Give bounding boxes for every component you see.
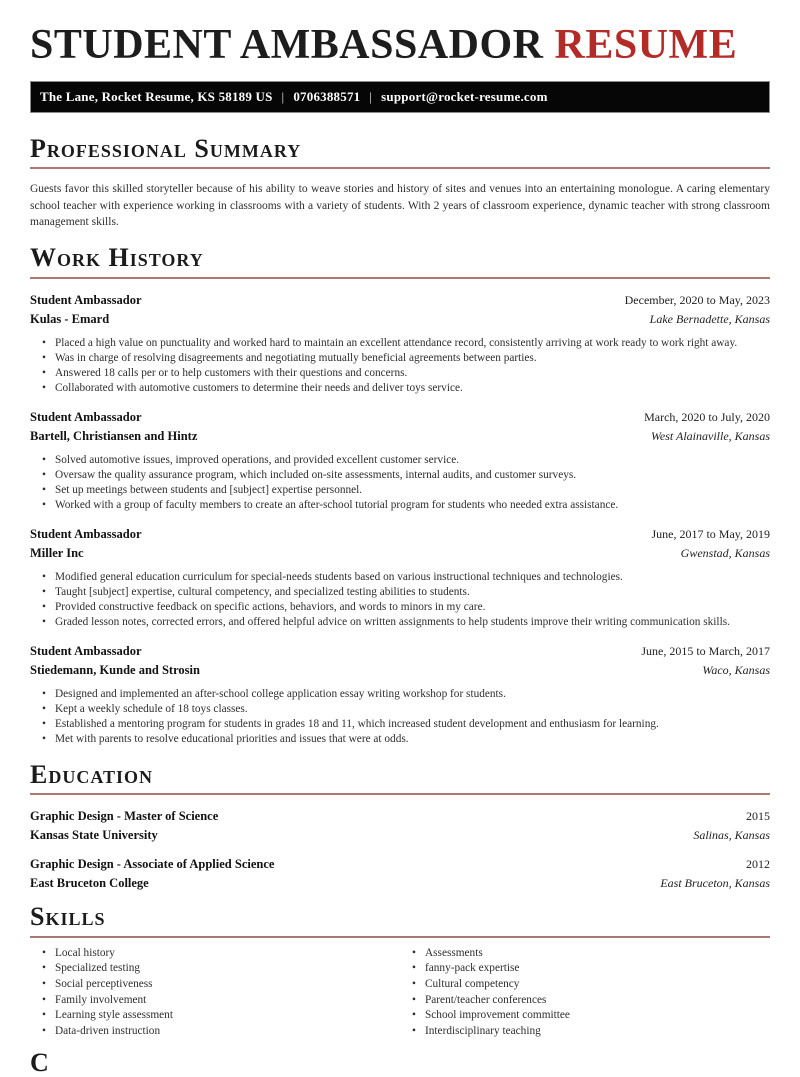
skills-column-left (30, 946, 400, 1039)
job-dates: March, 2020 to July, 2020 (644, 409, 770, 424)
contact-separator: | (281, 89, 285, 104)
job-company-row (30, 429, 770, 444)
bullet-item: • Was in charge of resolving disagreements and negotiating mutually beneficial agreements between parties. (42, 351, 770, 366)
school-row (30, 828, 770, 843)
skill-item: • fanny-pack expertise (412, 961, 770, 977)
job-bullets (30, 570, 770, 630)
skill-item: • Family involvement (42, 993, 400, 1009)
job-company: Miller Inc (30, 545, 84, 560)
section-rule (30, 167, 770, 169)
job-company-row (30, 312, 770, 327)
section-next-clipped (30, 1048, 770, 1077)
job-dates: June, 2017 to May, 2019 (651, 526, 770, 541)
job-company: Stiedemann, Kunde and Strosin (30, 662, 200, 677)
degree: Graphic Design - Associate of Applied Science (30, 857, 275, 872)
bullet-item: • Set up meetings between students and [subject] expertise personnel. (42, 483, 770, 498)
resume-title (30, 24, 770, 66)
school: East Bruceton College (30, 876, 149, 891)
job-dates: June, 2015 to March, 2017 (641, 643, 770, 658)
skill-item: • School improvement committee (412, 1008, 770, 1024)
section-rule (30, 793, 770, 795)
degree-row (30, 809, 770, 824)
job-dates: December, 2020 to May, 2023 (624, 292, 770, 307)
education-entry (30, 809, 770, 843)
job-entry (30, 644, 770, 747)
job-bullets (30, 687, 770, 747)
job-location: Lake Bernadette, Kansas (649, 311, 770, 326)
graduation-year: 2012 (746, 857, 770, 872)
job-title-row (30, 293, 770, 308)
bullet-item: • Oversaw the quality assurance program, which included on-site assessments, internal audits, and customer surveys. (42, 468, 770, 483)
job-title: Student Ambassador (30, 526, 142, 541)
section-professional-summary (30, 134, 770, 230)
job-company-row (30, 663, 770, 678)
section-skills (30, 902, 770, 1039)
job-title-row (30, 644, 770, 659)
skills-column-right (400, 946, 770, 1039)
skill-item: • Local history (42, 946, 400, 962)
skills-columns (30, 946, 770, 1039)
bullet-item: • Taught [subject] expertise, cultural competency, and specialized testing abilities to students. (42, 585, 770, 600)
job-location: West Alainaville, Kansas (650, 428, 770, 443)
title-primary: STUDENT AMBASSADOR (30, 22, 555, 68)
job-title: Student Ambassador (30, 643, 142, 658)
summary-heading: Professional Summary (30, 134, 302, 163)
job-company: Kulas - Emard (30, 311, 110, 326)
job-location: Gwenstad, Kansas (680, 545, 770, 560)
section-education (30, 760, 770, 891)
school-location: Salinas, Kansas (693, 828, 770, 843)
contact-email: support@rocket-resume.com (381, 89, 548, 104)
job-location: Waco, Kansas (702, 662, 770, 677)
bullet-item: • Designed and implemented an after-school college application essay writing workshop for students. (42, 687, 770, 702)
skills-heading: Skills (30, 902, 106, 932)
skill-item: • Specialized testing (42, 961, 400, 977)
work-history-heading: Work History (30, 243, 204, 273)
bullet-item: • Worked with a group of faculty members to create an after-school tutorial program for students who needed extra assistance. (42, 498, 770, 513)
skill-item: • Learning style assessment (42, 1008, 400, 1024)
section-rule (30, 277, 770, 279)
school: Kansas State University (30, 828, 158, 843)
skill-item: • Cultural competency (412, 977, 770, 993)
degree-row (30, 857, 770, 872)
school-row (30, 876, 770, 891)
graduation-year: 2015 (746, 809, 770, 824)
bullet-item: • Met with parents to resolve educational priorities and issues that were at odds. (42, 732, 770, 747)
summary-text: Guests favor this skilled storyteller because of his ability to weave stories and history of sites and venues into an entertaining monologue. A caring elementary school teacher with experience working in classrooms with a variety of students. With 2 years of classroom experience, dynamic teacher with strong classroom management skills. (30, 183, 770, 229)
bullet-item: • Provided constructive feedback on specific actions, behaviors, and words to minors in my care. (42, 600, 770, 615)
contact-separator: | (369, 89, 373, 104)
bullet-item: • Placed a high value on punctuality and worked hard to maintain an excellent attendance record, consistently arriving at work ready to work right away. (42, 336, 770, 351)
next-section-heading-partial: C (30, 1048, 50, 1077)
skill-item: • Parent/teacher conferences (412, 993, 770, 1009)
job-title-row (30, 410, 770, 425)
bullet-item: • Modified general education curriculum for special-needs students based on various instructional techniques and technologies. (42, 570, 770, 585)
job-bullets (30, 336, 770, 396)
resume-page (0, 24, 800, 1075)
bullet-item: • Answered 18 calls per or to help customers with their questions and concerns. (42, 366, 770, 381)
bullet-item: • Solved automotive issues, improved operations, and provided excellent customer service. (42, 453, 770, 468)
contact-address: The Lane, Rocket Resume, KS 58189 US (40, 89, 273, 104)
job-title: Student Ambassador (30, 292, 142, 307)
section-rule (30, 936, 770, 938)
job-title-row (30, 527, 770, 542)
bullet-item: • Graded lesson notes, corrected errors, and offered helpful advice on written assignments to help students improve their writing communication skills. (42, 615, 770, 630)
skill-item: • Assessments (412, 946, 770, 962)
job-entry (30, 293, 770, 396)
job-company-row (30, 546, 770, 561)
education-entry (30, 857, 770, 891)
contact-phone: 0706388571 (293, 89, 361, 104)
job-company: Bartell, Christiansen and Hintz (30, 428, 198, 443)
title-accent: RESUME (554, 22, 738, 68)
skill-item: • Interdisciplinary teaching (412, 1024, 770, 1040)
bullet-item: • Established a mentoring program for students in grades 18 and 11, which increased student development and enthusiasm for learning. (42, 717, 770, 732)
school-location: East Bruceton, Kansas (660, 876, 770, 891)
bullet-item: • Kept a weekly schedule of 18 toys classes. (42, 702, 770, 717)
job-entry (30, 527, 770, 630)
section-work-history (30, 243, 770, 747)
job-entry (30, 410, 770, 513)
job-title: Student Ambassador (30, 409, 142, 424)
education-heading: Education (30, 760, 154, 790)
job-bullets (30, 453, 770, 513)
contact-bar (30, 81, 770, 113)
bullet-item: • Collaborated with automotive customers to determine their needs and deliver toys service. (42, 381, 770, 396)
degree: Graphic Design - Master of Science (30, 809, 219, 824)
skill-item: • Social perceptiveness (42, 977, 400, 993)
skill-item: • Data-driven instruction (42, 1024, 400, 1040)
